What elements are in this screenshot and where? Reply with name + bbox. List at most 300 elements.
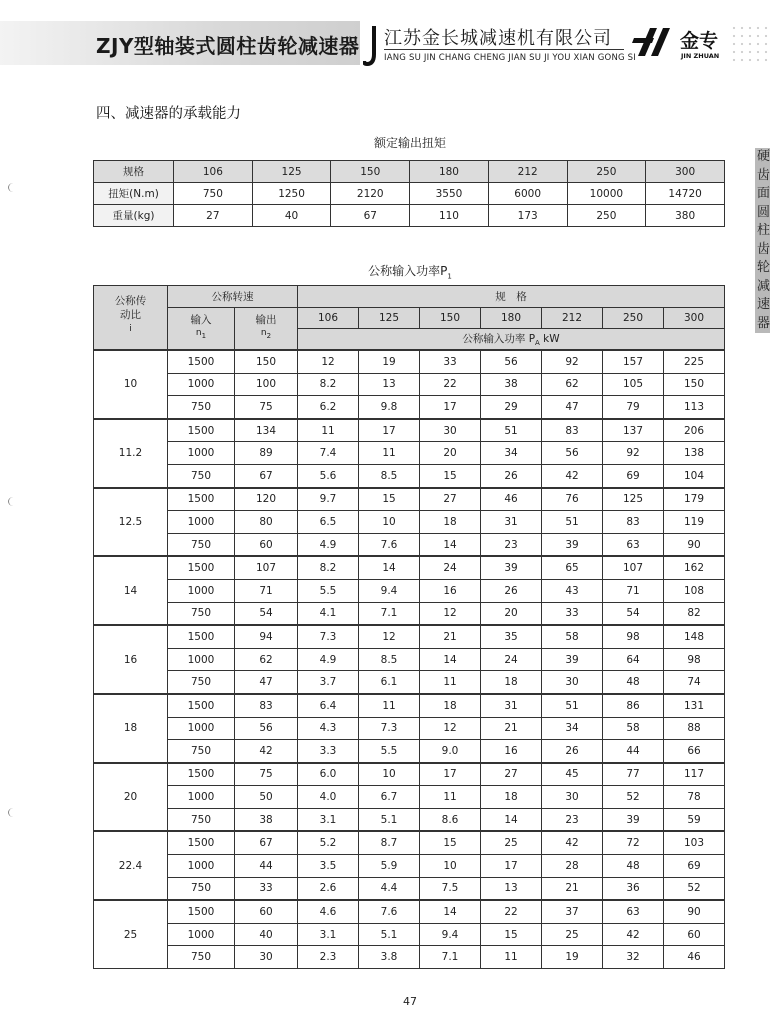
power-cell: 26 [542,740,603,763]
power-cell: 42 [603,923,664,946]
table-row [94,419,725,442]
power-cell: 148 [664,625,725,648]
power-cell: 42 [542,831,603,854]
row-label: 重量(kg) [94,205,174,227]
input-speed-cell: 1000 [168,717,235,740]
power-cell: 63 [603,533,664,556]
power-cell: 90 [664,900,725,923]
weight-cell: 40 [252,205,331,227]
output-speed-cell: 56 [235,717,298,740]
input-speed-cell: 1500 [168,419,235,442]
output-speed-cell: 83 [235,694,298,717]
power-cell: 4.6 [298,900,359,923]
power-cell: 104 [664,464,725,487]
input-speed-cell: 750 [168,671,235,694]
table-row [94,396,725,419]
power-cell: 16 [481,740,542,763]
output-speed-cell: 75 [235,763,298,786]
power-header-sub: A [535,339,540,348]
weight-cell: 250 [567,205,646,227]
power-cell: 6.0 [298,763,359,786]
input-speed-cell: 1500 [168,350,235,373]
power-cell: 6.7 [359,786,420,809]
input-speed-cell: 750 [168,877,235,900]
power-cell: 5.1 [359,923,420,946]
ratio-cell: 14 [94,556,168,625]
power-cell: 17 [481,855,542,878]
power-cell: 58 [542,625,603,648]
power-cell: 8.5 [359,648,420,671]
table-row [94,671,725,694]
power-cell: 64 [603,648,664,671]
output-symbol-sub: 2 [266,331,272,340]
output-speed-cell: 62 [235,648,298,671]
size-cell: 300 [646,161,725,183]
size-cell: 125 [252,161,331,183]
table-row-weight [94,205,725,227]
input-speed-cell: 1000 [168,442,235,465]
power-cell: 206 [664,419,725,442]
power-cell: 10 [359,763,420,786]
section-title: 四、减速器的承载能力 [96,106,241,122]
power-cell: 19 [359,350,420,373]
power-cell: 90 [664,533,725,556]
input-speed-cell: 1000 [168,579,235,602]
table-row [94,877,725,900]
power-cell: 23 [542,808,603,831]
power-cell: 44 [603,740,664,763]
power-cell: 5.1 [359,808,420,831]
power-cell: 42 [542,464,603,487]
table-row [94,900,725,923]
table-row [94,923,725,946]
power-caption-text: 公称输入功率P [368,264,448,278]
power-cell: 3.1 [298,808,359,831]
table-row [94,648,725,671]
power-cell: 18 [481,786,542,809]
output-speed-cell: 94 [235,625,298,648]
power-cell: 9.4 [359,579,420,602]
power-cell: 74 [664,671,725,694]
power-cell: 3.5 [298,855,359,878]
power-cell: 48 [603,671,664,694]
power-cell: 47 [542,396,603,419]
brand-logo-icon [632,26,672,58]
power-cell: 20 [481,602,542,625]
output-speed-cell: 60 [235,900,298,923]
power-cell: 3.1 [298,923,359,946]
power-cell: 34 [542,717,603,740]
power-cell: 30 [542,671,603,694]
size-header: 250 [603,308,664,329]
power-cell: 77 [603,763,664,786]
power-cell: 32 [603,946,664,969]
table-row [94,602,725,625]
power-cell: 39 [481,556,542,579]
power-cell: 27 [481,763,542,786]
power-cell: 26 [481,579,542,602]
power-cell: 12 [420,602,481,625]
scan-mark [8,808,18,817]
output-speed-cell: 40 [235,923,298,946]
scan-mark [8,497,18,506]
power-cell: 21 [542,877,603,900]
power-cell: 28 [542,855,603,878]
power-cell: 150 [664,373,725,396]
ratio-cell: 11.2 [94,419,168,488]
table-row [94,808,725,831]
ratio-cell: 22.4 [94,831,168,900]
power-cell: 7.3 [298,625,359,648]
power-cell: 33 [420,350,481,373]
power-cell: 10 [359,511,420,534]
power-cell: 86 [603,694,664,717]
power-cell: 51 [542,694,603,717]
power-cell: 9.8 [359,396,420,419]
power-cell: 83 [603,511,664,534]
power-cell: 8.2 [298,556,359,579]
table-row [94,740,725,763]
power-cell: 45 [542,763,603,786]
power-cell: 5.5 [359,740,420,763]
row-label: 规格 [94,161,174,183]
power-cell: 4.9 [298,533,359,556]
table-row [94,625,725,648]
power-cell: 34 [481,442,542,465]
scan-mark [8,183,18,192]
power-table-body [94,350,725,969]
power-cell: 59 [664,808,725,831]
torque-cell: 2120 [331,183,410,205]
output-label: 输出 [255,314,277,327]
power-cell: 10 [420,855,481,878]
table-row [94,442,725,465]
header-row [94,286,725,308]
output-speed-cell: 67 [235,464,298,487]
size-cell: 180 [410,161,489,183]
power-cell: 15 [481,923,542,946]
input-speed-cell: 1500 [168,556,235,579]
table-row [94,350,725,373]
power-cell: 98 [603,625,664,648]
power-cell: 24 [420,556,481,579]
power-cell: 7.6 [359,533,420,556]
power-cell: 105 [603,373,664,396]
row-label: 扭矩(N.m) [94,183,174,205]
company-name-cn: 江苏金长城减速机有限公司 [384,28,612,49]
power-cell: 48 [603,855,664,878]
output-speed-cell: 120 [235,488,298,511]
power-cell: 17 [420,763,481,786]
power-cell: 14 [359,556,420,579]
output-speed-cell: 89 [235,442,298,465]
power-cell: 3.8 [359,946,420,969]
ratio-header-line1: 公称传 [114,295,147,307]
power-cell: 13 [359,373,420,396]
output-speed-header [235,308,298,351]
power-cell: 14 [420,648,481,671]
power-cell: 31 [481,511,542,534]
power-cell: 66 [664,740,725,763]
power-cell: 39 [542,648,603,671]
nominal-input-power-table [93,285,725,969]
power-cell: 11 [420,786,481,809]
power-cell: 30 [542,786,603,809]
power-cell: 5.6 [298,464,359,487]
power-cell: 9.4 [420,923,481,946]
company-divider [384,49,624,50]
power-cell: 83 [542,419,603,442]
table-row-torque [94,183,725,205]
ratio-cell: 10 [94,350,168,419]
power-cell: 6.1 [359,671,420,694]
power-cell: 8.2 [298,373,359,396]
power-cell: 179 [664,488,725,511]
page-number: 47 [403,995,417,1008]
power-cell: 15 [420,464,481,487]
power-cell: 46 [664,946,725,969]
table-row [94,717,725,740]
power-cell: 17 [420,396,481,419]
power-cell: 3.3 [298,740,359,763]
power-cell: 58 [603,717,664,740]
power-cell: 31 [481,694,542,717]
input-speed-cell: 1000 [168,923,235,946]
table-row [94,694,725,717]
power-cell: 65 [542,556,603,579]
output-speed-cell: 50 [235,786,298,809]
input-speed-cell: 1000 [168,786,235,809]
size-header: 150 [420,308,481,329]
power-cell: 27 [420,488,481,511]
power-cell: 5.2 [298,831,359,854]
power-cell: 7.6 [359,900,420,923]
power-cell: 4.0 [298,786,359,809]
power-cell: 6.5 [298,511,359,534]
power-cell: 14 [420,900,481,923]
power-cell: 4.1 [298,602,359,625]
power-cell: 107 [603,556,664,579]
power-cell: 29 [481,396,542,419]
power-cell: 6.2 [298,396,359,419]
output-symbol-n: n [260,328,267,339]
power-cell: 22 [481,900,542,923]
company-name-en: IANG SU JIN CHANG CHENG JIAN SU JI YOU XIAN GONG SI [384,53,636,63]
power-cell: 78 [664,786,725,809]
power-cell: 79 [603,396,664,419]
power-cell: 82 [664,602,725,625]
power-caption-subscript: 1 [447,272,452,281]
power-table-caption [0,262,770,280]
input-speed-cell: 750 [168,396,235,419]
weight-cell: 27 [174,205,253,227]
power-cell: 162 [664,556,725,579]
power-cell: 21 [420,625,481,648]
power-cell: 92 [542,350,603,373]
power-cell: 76 [542,488,603,511]
power-cell: 5.5 [298,579,359,602]
power-cell: 4.3 [298,717,359,740]
input-symbol-sub: 1 [201,331,207,340]
power-cell: 25 [542,923,603,946]
power-cell: 157 [603,350,664,373]
output-speed-cell: 107 [235,556,298,579]
power-cell: 18 [420,694,481,717]
input-symbol-n: n [195,328,202,339]
size-cell: 250 [567,161,646,183]
power-cell: 2.6 [298,877,359,900]
power-cell: 7.1 [359,602,420,625]
speed-header: 公称转速 [168,286,298,308]
input-speed-cell: 1000 [168,373,235,396]
power-cell: 137 [603,419,664,442]
table-row [94,946,725,969]
weight-cell: 380 [646,205,725,227]
power-cell: 16 [420,579,481,602]
ratio-cell: 12.5 [94,488,168,557]
table-row [94,855,725,878]
power-cell: 5.9 [359,855,420,878]
power-cell: 3.7 [298,671,359,694]
table-row-sizes [94,161,725,183]
power-cell: 4.4 [359,877,420,900]
power-cell: 21 [481,717,542,740]
power-cell: 20 [420,442,481,465]
power-cell: 22 [420,373,481,396]
power-cell: 11 [298,419,359,442]
ratio-header [94,286,168,351]
power-cell: 92 [603,442,664,465]
power-cell: 33 [542,602,603,625]
power-cell: 51 [542,511,603,534]
power-cell: 72 [603,831,664,854]
power-cell: 8.6 [420,808,481,831]
power-cell: 39 [603,808,664,831]
power-cell: 98 [664,648,725,671]
output-speed-cell: 71 [235,579,298,602]
input-symbol [168,327,234,343]
ratio-cell: 20 [94,763,168,832]
ratio-cell: 16 [94,625,168,694]
power-cell: 14 [481,808,542,831]
power-cell: 12 [359,625,420,648]
table-row [94,488,725,511]
power-cell: 125 [603,488,664,511]
document-title: ZJY型轴装式圆柱齿轮减速器 [96,34,360,58]
table-row [94,556,725,579]
table-row [94,373,725,396]
power-cell: 39 [542,533,603,556]
output-speed-cell: 42 [235,740,298,763]
input-speed-cell: 750 [168,464,235,487]
power-cell: 18 [481,671,542,694]
power-cell: 2.3 [298,946,359,969]
ratio-cell: 25 [94,900,168,968]
power-cell: 62 [542,373,603,396]
output-speed-cell: 33 [235,877,298,900]
power-cell: 11 [359,442,420,465]
power-unit-header [298,329,725,351]
power-cell: 108 [664,579,725,602]
power-cell: 63 [603,900,664,923]
input-speed-cell: 750 [168,946,235,969]
spec-header: 规 格 [298,286,725,308]
input-speed-header [168,308,235,351]
power-cell: 69 [664,855,725,878]
power-cell: 6.4 [298,694,359,717]
torque-table-caption: 额定输出扭矩 [373,136,446,150]
table-row [94,763,725,786]
power-cell: 52 [603,786,664,809]
power-cell: 131 [664,694,725,717]
output-speed-cell: 47 [235,671,298,694]
torque-cell: 1250 [252,183,331,205]
power-cell: 4.9 [298,648,359,671]
power-cell: 103 [664,831,725,854]
power-header-unit: kW [539,332,560,345]
torque-cell: 10000 [567,183,646,205]
power-cell: 26 [481,464,542,487]
input-speed-cell: 1000 [168,648,235,671]
output-speed-cell: 60 [235,533,298,556]
size-header: 212 [542,308,603,329]
power-cell: 7.5 [420,877,481,900]
power-cell: 23 [481,533,542,556]
brand-name-en: JIN ZHUAN [681,52,720,60]
output-speed-cell: 30 [235,946,298,969]
output-speed-cell: 54 [235,602,298,625]
input-speed-cell: 1500 [168,694,235,717]
size-cell: 150 [331,161,410,183]
output-speed-cell: 67 [235,831,298,854]
output-speed-cell: 44 [235,855,298,878]
power-cell: 38 [481,373,542,396]
power-cell: 52 [664,877,725,900]
size-cell: 212 [488,161,567,183]
power-cell: 54 [603,602,664,625]
decorative-dot-pattern [730,24,770,64]
torque-cell: 6000 [488,183,567,205]
output-speed-cell: 100 [235,373,298,396]
power-cell: 71 [603,579,664,602]
size-cell: 106 [174,161,253,183]
weight-cell: 110 [410,205,489,227]
power-cell: 9.0 [420,740,481,763]
power-header-text: 公称输入功率 P [462,332,536,345]
power-cell: 18 [420,511,481,534]
power-cell: 117 [664,763,725,786]
output-speed-cell: 38 [235,808,298,831]
header-row [94,308,725,329]
torque-cell: 14720 [646,183,725,205]
ratio-cell: 18 [94,694,168,763]
power-cell: 12 [420,717,481,740]
input-speed-cell: 750 [168,740,235,763]
power-cell: 7.3 [359,717,420,740]
power-cell: 36 [603,877,664,900]
rated-torque-table [93,160,725,227]
table-row [94,579,725,602]
power-cell: 56 [481,350,542,373]
power-cell: 24 [481,648,542,671]
power-cell: 19 [542,946,603,969]
table-row [94,831,725,854]
power-cell: 119 [664,511,725,534]
power-cell: 7.4 [298,442,359,465]
power-cell: 15 [359,488,420,511]
power-cell: 17 [359,419,420,442]
power-cell: 69 [603,464,664,487]
